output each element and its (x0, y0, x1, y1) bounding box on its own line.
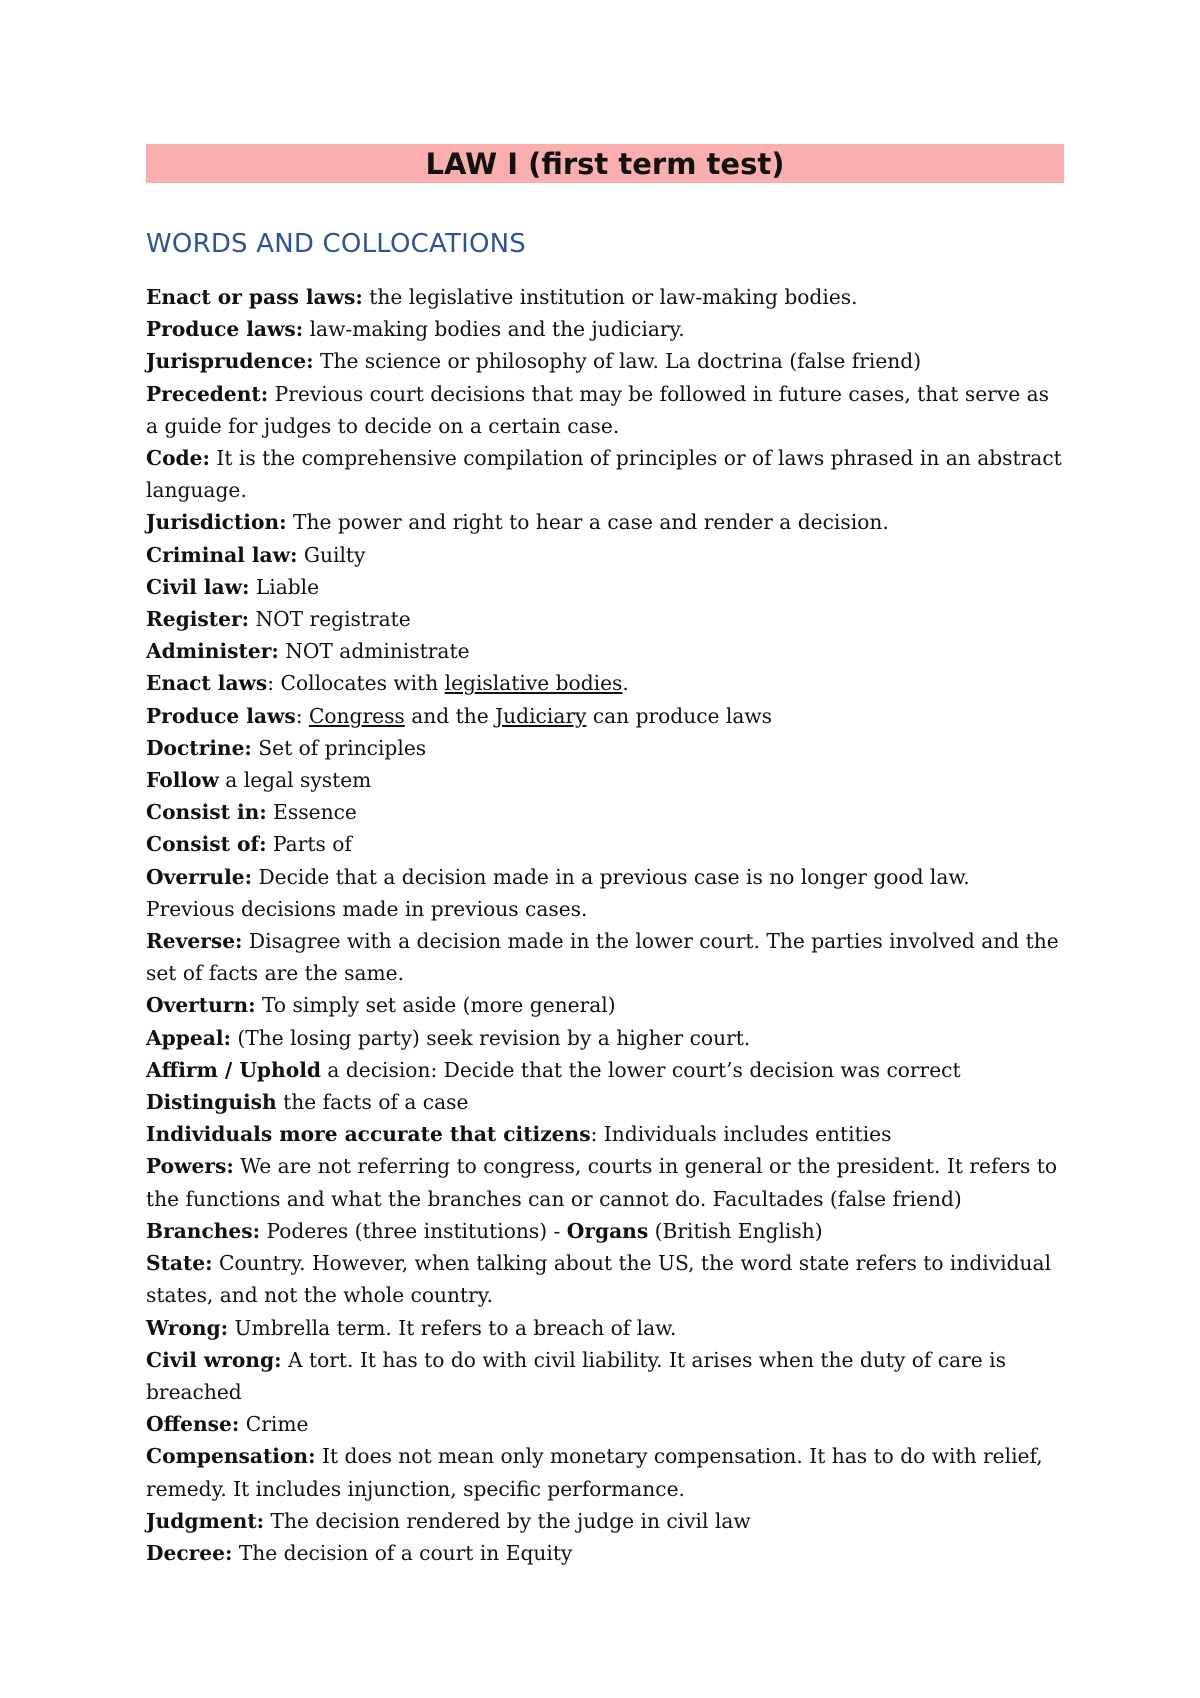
entry-term: Administer: (146, 639, 279, 664)
entry-term: Powers: (146, 1154, 234, 1179)
entry-term: Produce laws: (146, 317, 304, 342)
entry-definition: The decision rendered by the judge in civil law (264, 1508, 751, 1533)
entry-term: Branches: (146, 1218, 261, 1243)
entry-definition-tail: can produce laws (586, 703, 773, 728)
glossary-entry (146, 1440, 1064, 1504)
entry-definition-tail: (British English) (648, 1218, 823, 1243)
entry-definition: Crime (239, 1412, 309, 1437)
entry-definition: : Collocates with (267, 671, 445, 696)
entry-term: Wrong: (146, 1315, 229, 1340)
glossary-entry (146, 1118, 1064, 1150)
entry-definition-mid: and the (404, 703, 496, 728)
glossary-entry (146, 1054, 1064, 1086)
entry-definition: Disagree with a decision made in the lower court. The parties involved and the set of facts are the same. (146, 929, 1059, 986)
entry-definition: Country. However, when talking about the US, the word state refers to individual states, and not the whole country. (146, 1251, 1052, 1308)
glossary-entry (146, 1247, 1064, 1311)
glossary-entry (146, 1312, 1064, 1344)
glossary-entry (146, 1408, 1064, 1440)
glossary-entry (146, 1086, 1064, 1118)
glossary-entry (146, 796, 1064, 828)
underlined-phrase: legislative bodies (444, 671, 623, 696)
glossary-entry (146, 378, 1064, 442)
entry-definition: The power and right to hear a case and render a decision. (286, 510, 889, 535)
entry-term: Offense: (146, 1412, 240, 1437)
underlined-phrase: Judiciary (495, 703, 587, 728)
entry-definition-tail: . (622, 671, 629, 696)
glossary-entry (146, 281, 1064, 313)
entry-definition: It is the comprehensive compilation of principles or of laws phrased in an abstract language. (146, 446, 1062, 503)
entry-term: Overrule: (146, 864, 253, 889)
glossary-entry (146, 313, 1064, 345)
entry-term: Doctrine: (146, 735, 252, 760)
entry-term: Jurisprudence: (146, 349, 314, 374)
entry-term: Jurisdiction: (146, 510, 287, 535)
entry-definition: We are not referring to congress, courts in general or the president. It refers to the functions and what the branches can or cannot do. Facultades (false friend) (146, 1154, 1058, 1211)
glossary-entry (146, 539, 1064, 571)
glossary-entry (146, 732, 1064, 764)
glossary-entry (146, 345, 1064, 377)
glossary-entry (146, 1150, 1064, 1214)
entry-definition: the legislative institution or law-making bodies. (362, 285, 858, 309)
entry-definition: law-making bodies and the judiciary. (303, 317, 685, 342)
glossary-entry (146, 667, 1064, 699)
entry-term-secondary: Organs (566, 1218, 649, 1243)
entry-term: Consist in: (146, 800, 267, 825)
document-page (146, 144, 1064, 1569)
entry-term: Enact or pass laws: (146, 285, 363, 309)
entry-term: Appeal: (146, 1025, 231, 1050)
entry-term: Affirm / Uphold (146, 1057, 321, 1082)
entry-term: Overturn: (146, 993, 256, 1018)
entry-term: Civil law: (146, 574, 250, 599)
glossary-entry (146, 635, 1064, 667)
entry-term: Code: (146, 446, 210, 471)
entry-definition: To simply set aside (more general) (255, 993, 616, 1018)
glossary-entry (146, 861, 1064, 925)
glossary-entry (146, 925, 1064, 989)
entry-definition: Decide that a decision made in a previous case is no longer good law. Previous decisions made in previous cases. (146, 864, 970, 921)
entry-definition: the facts of a case (276, 1090, 469, 1115)
entry-definition: : (295, 703, 309, 728)
glossary-entry (146, 700, 1064, 732)
glossary-entry (146, 571, 1064, 603)
entry-term: Register: (146, 607, 250, 632)
glossary-entry (146, 1505, 1064, 1537)
glossary-entry (146, 828, 1064, 860)
entry-term: Decree: (146, 1540, 233, 1565)
glossary-entry (146, 1537, 1064, 1569)
entry-term: State: (146, 1251, 213, 1276)
glossary-entry (146, 989, 1064, 1021)
glossary-entry (146, 442, 1064, 506)
glossary-entry (146, 764, 1064, 796)
entry-term: Consist of: (146, 832, 267, 857)
entry-term: Reverse: (146, 929, 243, 954)
entry-definition: Liable (249, 574, 320, 599)
entry-definition: Parts of (266, 832, 352, 857)
entry-definition: Previous court decisions that may be followed in future cases, that serve as a guide for judges to decide on a certain case. (146, 381, 1049, 438)
entry-term: Civil wrong: (146, 1347, 282, 1372)
entry-definition: It does not mean only monetary compensation. It has to do with relief, remedy. It includes injunction, specific performance. (146, 1444, 1043, 1501)
entry-definition: Essence (266, 800, 357, 825)
entry-term: Precedent: (146, 381, 269, 406)
section-heading: WORDS AND COLLOCATIONS (146, 229, 526, 259)
entry-term: Judgment: (146, 1508, 265, 1533)
entry-definition: Umbrella term. It refers to a breach of law. (228, 1315, 677, 1340)
entry-definition: NOT registrate (249, 607, 411, 632)
glossary-list (146, 281, 1064, 1569)
glossary-entry (146, 1215, 1064, 1247)
entry-definition: : Individuals includes entities (590, 1122, 892, 1147)
entry-term: Produce laws (146, 703, 296, 728)
underlined-phrase: Congress (308, 703, 405, 728)
entry-term: Follow (146, 768, 219, 793)
glossary-entry (146, 603, 1064, 635)
document-title: LAW I (first term test) (146, 144, 1064, 183)
entry-definition: Set of principles (251, 735, 427, 760)
entry-definition: The science or philosophy of law. La doctrina (false friend) (313, 349, 922, 374)
entry-term: Compensation: (146, 1444, 316, 1469)
entry-definition: NOT administrate (278, 639, 470, 664)
glossary-entry (146, 1022, 1064, 1054)
entry-definition: Poderes (three institutions) - (260, 1218, 567, 1243)
glossary-entry (146, 1344, 1064, 1408)
entry-definition: The decision of a court in Equity (232, 1540, 573, 1565)
entry-definition: Guilty (297, 542, 366, 567)
entry-definition: a decision: Decide that the lower court’s decision was correct (320, 1057, 961, 1082)
entry-definition: (The losing party) seek revision by a higher court. (230, 1025, 751, 1050)
entry-term: Distinguish (146, 1090, 277, 1115)
entry-term: Individuals more accurate that citizens (146, 1122, 591, 1147)
entry-definition: a legal system (218, 768, 372, 793)
entry-term: Enact laws (146, 671, 268, 696)
glossary-entry (146, 506, 1064, 538)
entry-term: Criminal law: (146, 542, 298, 567)
entry-definition: A tort. It has to do with civil liability. It arises when the duty of care is breached (146, 1347, 1006, 1404)
